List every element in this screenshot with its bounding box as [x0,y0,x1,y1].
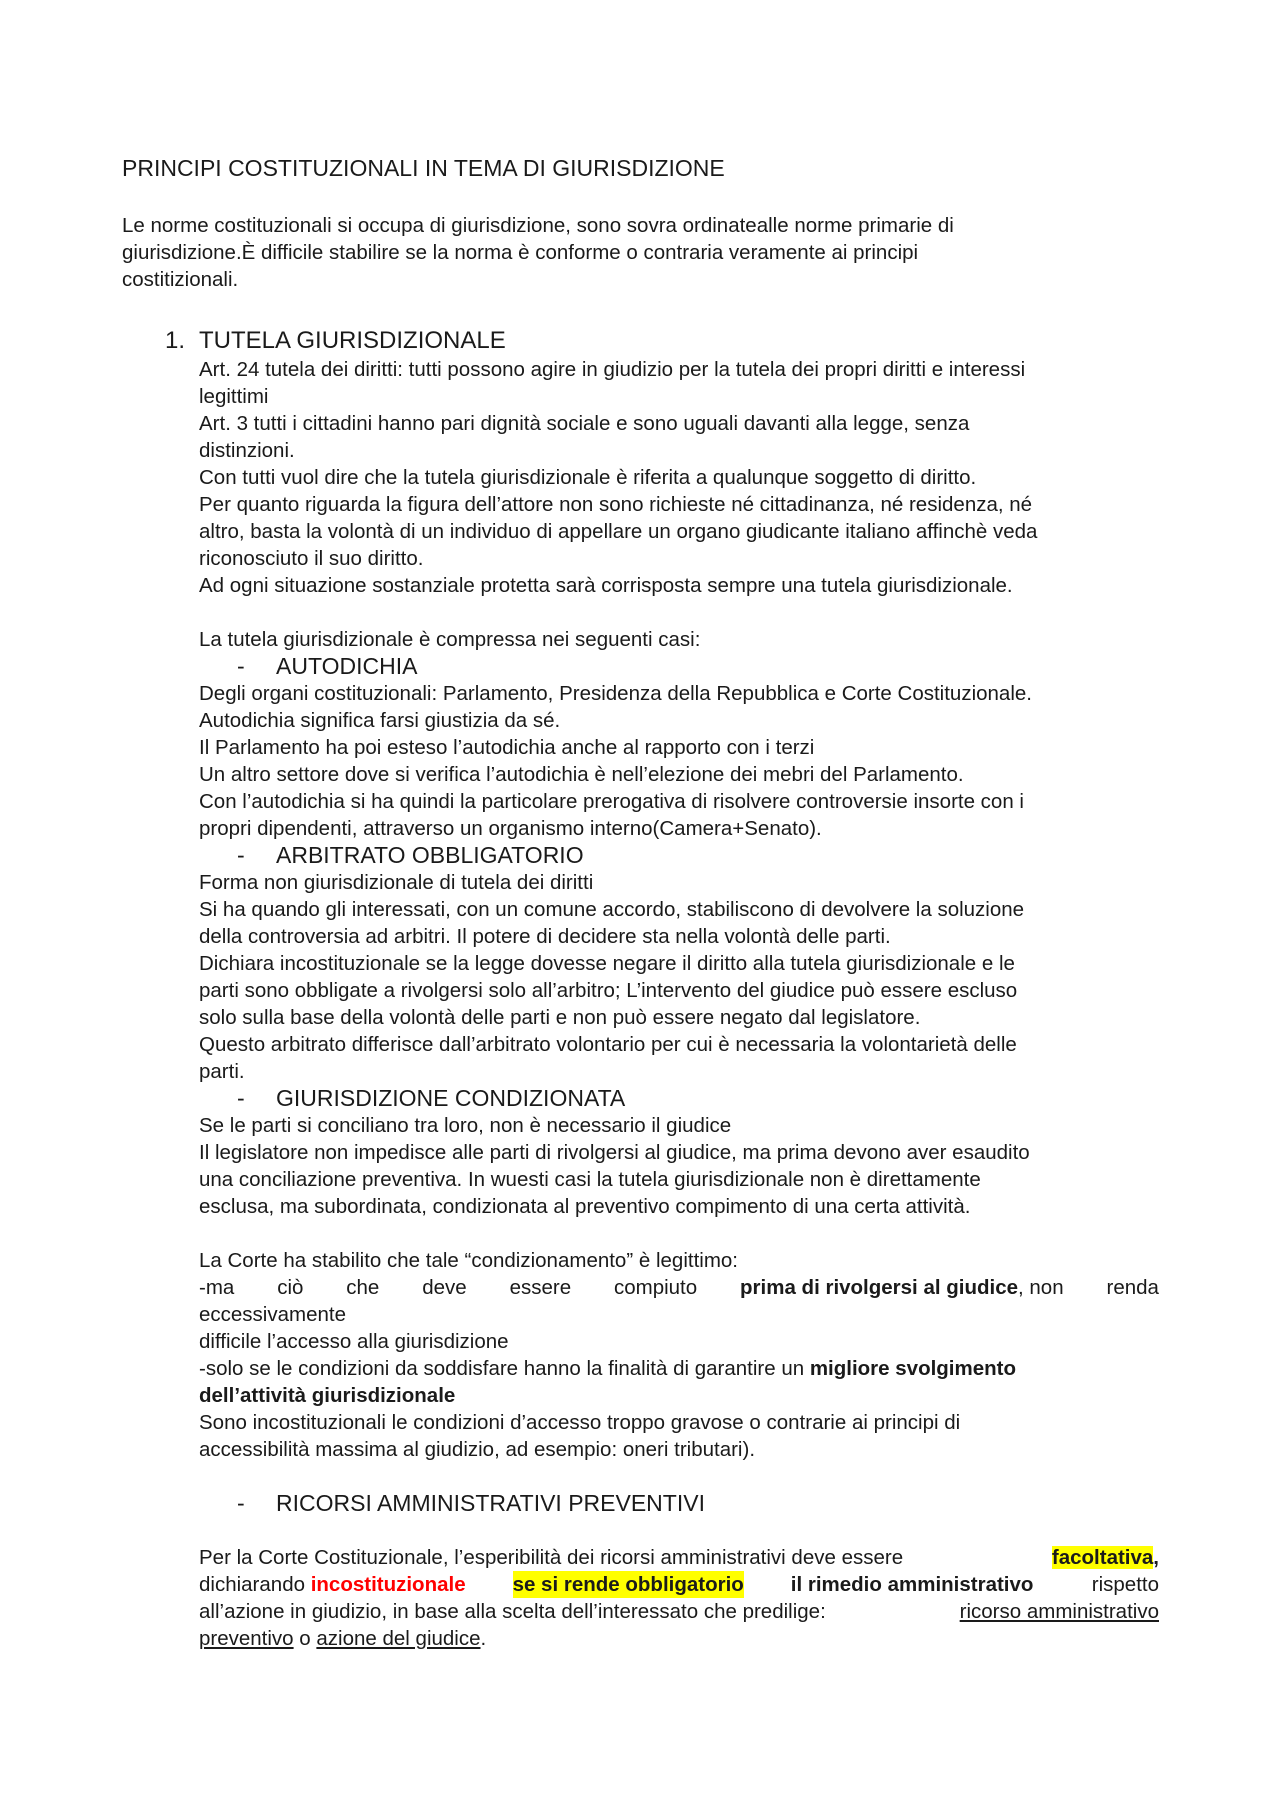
text-line: Ad ogni situazione sostanziale protetta sarà corrisposta sempre una tutela giurisdizionale. [199,574,1013,597]
intro-line: giurisdizione.È difficile stabilire se la norma è conforme o contraria veramente ai principi [122,241,919,264]
bullet-arbitrato [199,842,1159,869]
subheading-giurisdizione: GIURISDIZIONE CONDIZIONATA [276,1085,626,1111]
section-number: 1. [165,327,186,354]
text-line: Dichiara incostituzionale se la legge dovesse negare il diritto alla tutela giurisdizionale e le [199,952,1015,975]
text-span: o [293,1627,317,1650]
text-line: accessibilità massima al giudizio, ad esempio: oneri tributari). [199,1438,756,1461]
text-line: eccessivamente [199,1303,346,1326]
text-line: Il legislatore non impedisce alle parti di rivolgersi al giudice, ma prima devono aver esaudito [199,1141,1030,1164]
text-line: Art. 3 tutti i cittadini hanno pari dignità sociale e sono uguali davanti alla legge, senza [199,412,970,435]
corte-intro: La Corte ha stabilito che tale “condizionamento” è legittimo: [199,1249,738,1272]
bold-phrase: prima di rivolgersi al giudice [740,1276,1019,1299]
word: essere [509,1276,572,1299]
bullet-giurisdizione [199,1085,1159,1112]
underlined-phrase: ricorso amministrativo [959,1600,1159,1623]
corte-line-justified [199,1274,1159,1301]
ricorsi-line-2 [199,1571,1159,1598]
highlighted-facoltativa: facoltativa [1051,1546,1154,1569]
bullet-ricorsi [199,1490,1159,1517]
text-span: all’azione in giudizio, in base alla scelta dell’interessato che predilige: [199,1600,826,1623]
text-span: rispetto [1080,1573,1159,1596]
word: , non [1018,1276,1064,1299]
text-line: altro, basta la volontà di un individuo di appellare un organo giudicante italiano affinchè veda [199,520,1038,543]
bullet-dash: - [237,1490,245,1516]
text-line: Per quanto riguarda la figura dell’attore non sono richieste né cittadinanza, né residenza, né [199,493,1033,516]
bold-phrase: dell’attività giurisdizionale [199,1384,456,1407]
red-incostituzionale: incostituzionale [310,1573,466,1596]
text-line: Si ha quando gli interessati, con un comune accordo, stabiliscono di devolvere la soluzione [199,898,1025,921]
text-line: Se le parti si conciliano tra loro, non è necessario il giudice [199,1114,732,1137]
document-title: PRINCIPI COSTITUZIONALI IN TEMA DI GIURISDIZIONE [122,155,725,181]
word: renda [1106,1276,1159,1299]
text-span: , [1153,1546,1159,1569]
subheading-arbitrato: ARBITRATO OBBLIGATORIO [276,842,584,868]
underlined-phrase: azione del giudice [316,1627,481,1650]
cases-intro: La tutela giurisdizionale è compressa nei seguenti casi: [199,628,701,651]
text-line: legittimi [199,385,269,408]
bullet-autodichia [199,653,1159,680]
intro-line: Le norme costituzionali si occupa di giurisdizione, sono sovra ordinatealle norme primarie di [122,214,954,237]
word: compiuto [613,1276,698,1299]
subheading-autodichia: AUTODICHIA [276,653,418,679]
bullet-dash: - [237,842,245,868]
text-line: difficile l’accesso alla giurisdizione [199,1330,509,1353]
text-line [199,1382,1159,1409]
word: ciò [277,1276,304,1299]
highlighted-obbligatorio: se si rende obbligatorio [512,1573,744,1596]
text-line: Il Parlamento ha poi esteso l’autodichia anche al rapporto con i terzi [199,736,815,759]
text-line: della controversia ad arbitri. Il potere di decidere sta nella volontà delle parti. [199,925,891,948]
text-line: parti sono obbligate a rivolgersi solo all’arbitro; L’intervento del giudice può essere escluso [199,979,1018,1002]
section-heading: TUTELA GIURISDIZIONALE [199,327,506,354]
text-line: riconosciuto il suo diritto. [199,547,424,570]
intro-paragraph [122,212,1122,293]
text-line: Forma non giurisdizionale di tutela dei diritti [199,871,594,894]
word: -ma [199,1276,235,1299]
text-line: Sono incostituzionali le condizioni d’accesso troppo gravose o contrarie ai principi di [199,1411,961,1434]
text-line: Art. 24 tutela dei diritti: tutti possono agire in giudizio per la tutela dei propri diritti e interessi [199,358,1026,381]
text-line [199,1355,1159,1382]
bold-phrase: il rimedio amministrativo [790,1573,1034,1596]
text-line: Autodichia significa farsi giustizia da sé. [199,709,561,732]
bullet-dash: - [237,653,245,679]
underlined-phrase: preventivo [199,1627,294,1650]
text-line: una conciliazione preventiva. In wuesti casi la tutela giurisdizionale non è direttamente [199,1168,981,1191]
text-line: distinzioni. [199,439,295,462]
word: che [346,1276,380,1299]
ricorsi-line-4 [199,1625,1159,1652]
ricorsi-line-1 [199,1544,1159,1571]
text-line: parti. [199,1060,245,1083]
word: deve [422,1276,467,1299]
bold-phrase: migliore svolgimento [809,1357,1016,1380]
text-line: Questo arbitrato differisce dall’arbitrato volontario per cui è necessaria la volontarietà delle [199,1033,1017,1056]
text-line: esclusa, ma subordinata, condizionata al preventivo compimento di una certa attività. [199,1195,971,1218]
text-line: Degli organi costituzionali: Parlamento, Presidenza della Repubblica e Corte Costituzionale. [199,682,1032,705]
text-span: -solo se le condizioni da soddisfare hanno la finalità di garantire un [199,1357,810,1380]
text-line: Con l’autodichia si ha quindi la particolare prerogativa di risolvere controversie insorte con i [199,790,1024,813]
text-line: Con tutti vuol dire che la tutela giurisdizionale è riferita a qualunque soggetto di diritto. [199,466,977,489]
section-content [199,356,1159,1652]
text-line: propri dipendenti, attraverso un organismo interno(Camera+Senato). [199,817,822,840]
subheading-ricorsi: RICORSI AMMINISTRATIVI PREVENTIVI [276,1490,705,1516]
text-line: Un altro settore dove si verifica l’autodichia è nell’elezione dei mebri del Parlamento. [199,763,964,786]
text-span: dichiarando [199,1573,311,1596]
ricorsi-line-3 [199,1598,1159,1625]
intro-line: costitizionali. [122,268,239,291]
text-span: . [480,1627,487,1650]
text-line: solo sulla base della volontà delle parti e non può essere negato dal legislatore. [199,1006,921,1029]
bullet-dash: - [237,1085,245,1111]
text-span: Per la Corte Costituzionale, l’esperibilità dei ricorsi amministrativi deve essere [199,1546,909,1569]
